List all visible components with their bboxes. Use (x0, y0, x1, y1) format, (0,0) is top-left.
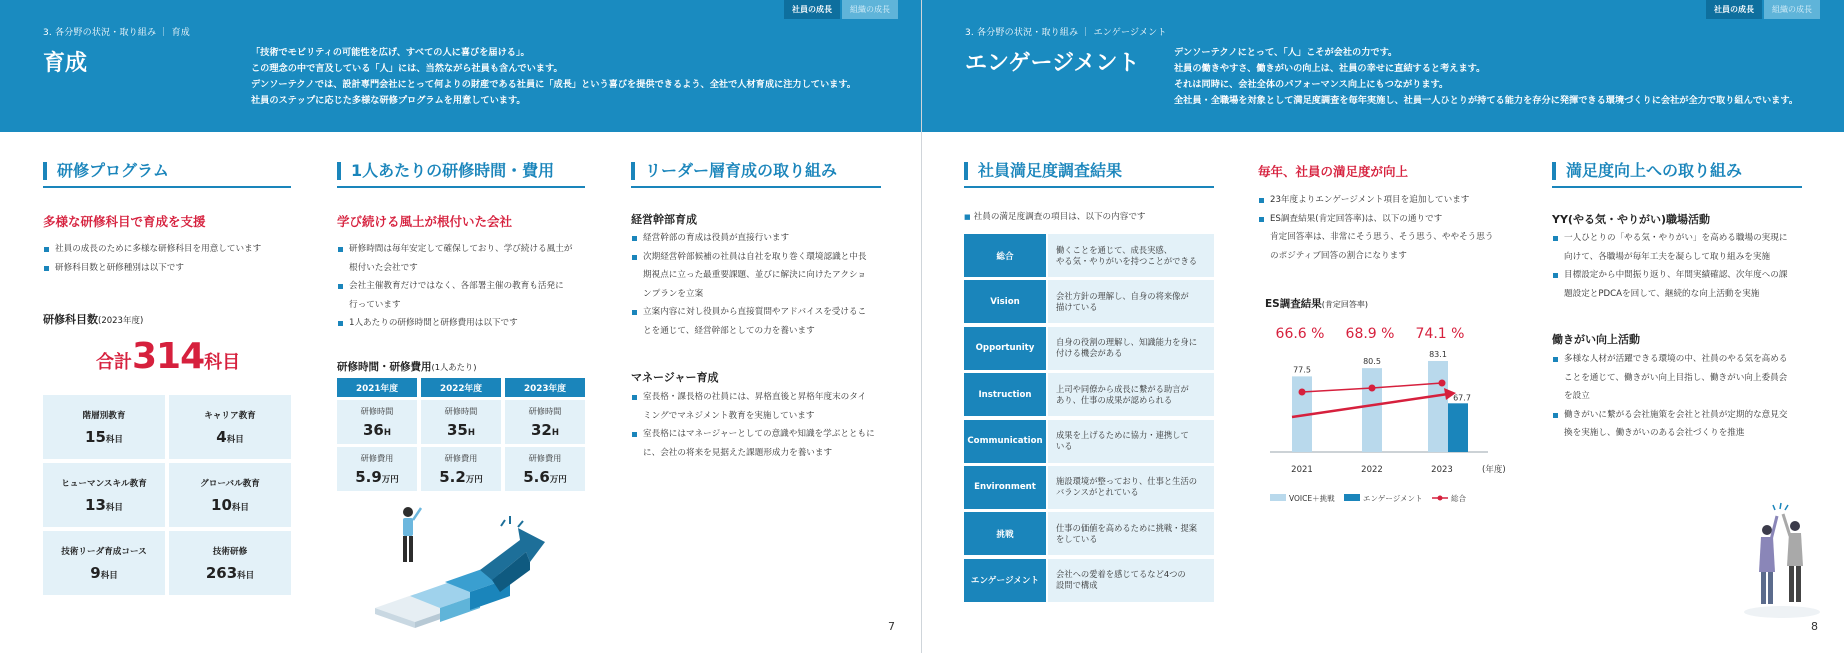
bar-value-label: 83.1 (1429, 349, 1447, 359)
x-tick-label: 2023 (1431, 465, 1453, 475)
subheading: 多様な研修科目で育成を支援 (43, 214, 206, 229)
survey-note: ■ 社員の満足度調査の項目は、以下の内容です (964, 210, 1146, 222)
bar-value-label: 67.7 (1453, 393, 1471, 403)
legend-label: エンゲージメント (1363, 494, 1423, 503)
subheading-engagement-activity: 働きがい向上活動 (1552, 333, 1640, 346)
page-engagement (922, 0, 1844, 653)
training-table (337, 378, 585, 491)
bar-voice (1362, 368, 1382, 452)
page-title: 育成 (43, 51, 88, 76)
subheading-executive-development: 経営幹部育成 (631, 213, 697, 226)
bullet-list: 一人ひとりの「やる気・やりがい」を高める職場の実現に 向けて、各職場が毎年工夫を凝らして取り組みを実施 目標設定から中間振り返り、年間実績確認、次年度への課 題設定とPDCAを回して、継続的な向上活動を実施 (1552, 229, 1814, 303)
legend-swatch-dot (1438, 496, 1443, 501)
survey-item: エンゲージメント 会社への愛着を感じてるなど4つの 設問で構成 (964, 559, 1214, 602)
bullet-list: 23年度よりエンゲージメント項目を追加しています ES調査結果(肯定回答率)は、以下の通りです 肯定回答率は、非常にそう思う、そう思う、ややそう思う のポジティブ回答の割合になります (1258, 191, 1518, 265)
growth-stairs-illustration (370, 500, 550, 630)
section-heading-satisfaction-survey: 社員満足度調査結果 (964, 160, 1214, 188)
survey-item: Opportunity 自身の役割の理解し、知識能力を身に 付ける機会がある (964, 327, 1214, 370)
section-heading-training-program: 研修プログラム (43, 160, 291, 188)
bullet-list: 研修時間は毎年安定して確保しており、学び続ける風土が 根付いた会社です 会社主催教育だけではなく、各部署主催の教育も活発に 行っています 1人あたりの研修時間と研修費用は以下です (337, 240, 592, 333)
bullet-list: 室長格・課長格の社員には、昇格直後と昇格年度末のタイ ミングでマネジメント教育を実施しています 室長格にはマネージャーとしての意識や知識を学ぶとともに に、会社の将来を見据えた課題形成力を養います (631, 388, 893, 462)
x-tick-label: 2022 (1361, 465, 1383, 475)
tab-employee-growth[interactable]: 社員の成長 (784, 0, 840, 19)
tab-organization-growth[interactable]: 組織の成長 (1764, 0, 1820, 19)
bar-voice (1428, 361, 1448, 452)
section-heading-training-hours: 1人あたりの研修時間・費用 (337, 160, 585, 188)
es-survey-chart (1262, 312, 1518, 510)
header-band (0, 0, 922, 132)
legend-label: VOICE＋挑戦 (1289, 494, 1335, 503)
total-percent-label: 66.6 % (1275, 326, 1325, 342)
intro-text: 「技術でモビリティの可能性を広げ、すべての人に喜びを届ける」。 この理念の中で言及している「人」には、当然ながら社員も含んでいます。 デンソーテクノでは、設計専門会社にとって何よりの財産である社員に「成長」という喜びを提供できるよう、全社で人材育成に注力しています。 社員のステップに応じた多様な研修プログラムを用意しています。 (251, 47, 856, 106)
training-table-column: 2023年度 研修時間 32H 研修費用 5.6万円 (505, 378, 585, 491)
tab-bar (784, 0, 898, 19)
course-category-grid (43, 395, 291, 595)
chart-label: ES調査結果(肯定回答率) (1265, 298, 1368, 310)
bullet-list: 社員の成長のために多様な研修科目を用意しています 研修科目数と研修種別は以下です (43, 240, 293, 277)
legend-swatch (1270, 494, 1286, 501)
bullet-list: 経営幹部の育成は役員が直接行います 次期経営幹部候補の社員は自社を取り巻く環境認識と中長 期視点に立った最重要課題、並びに解決に向けたアクショ ンプランを立案 立案内容に対し役員から直接質問やアドバイスを受けるこ とを通じて、経営幹部としての力を養います (631, 229, 893, 340)
page-number: 8 (1811, 620, 1818, 633)
tab-bar (1706, 0, 1820, 19)
line-total-point (1369, 385, 1376, 392)
subheading-manager-development: マネージャー育成 (631, 371, 719, 384)
header-band (922, 0, 1844, 132)
breadcrumb: 3. 各分野の状況・取り組み ｜ エンゲージメント (965, 28, 1167, 38)
x-axis-unit: (年度) (1482, 465, 1506, 475)
survey-item: Instruction 上司や同僚から成長に繋がる助言が あり、仕事の成果が認められる (964, 373, 1214, 416)
survey-items (964, 234, 1214, 605)
bar-engagement (1448, 403, 1468, 452)
section-heading-leader-development: リーダー層育成の取り組み (631, 160, 881, 188)
course-category-cell: ヒューマンスキル教育 13科目 (43, 463, 165, 527)
legend-swatch (1344, 494, 1360, 501)
survey-item: Communication 成果を上げるために協力・連携して いる (964, 420, 1214, 463)
course-category-cell: グローバル教育 10科目 (169, 463, 291, 527)
page-title: エンゲージメント (965, 51, 1140, 76)
course-category-cell: 技術リーダ育成コース 9科目 (43, 531, 165, 595)
legend-label: 総合 (1451, 494, 1466, 503)
page-number: 7 (888, 620, 895, 633)
x-tick-label: 2021 (1291, 465, 1313, 475)
total-percent-label: 74.1 % (1415, 326, 1465, 342)
line-total-point (1299, 389, 1306, 396)
survey-item: 総合 働くことを通じて、成長実感、 やる気・やりがいを持つことができる (964, 234, 1214, 277)
intro-text: デンソーテクノにとって、「人」こそが会社の力です。 社員の働きやすさ、働きがいの向上は、社員の幸せに直結すると考えます。 それは同時に、会社全体のパフォーマンス向上にもつながります。 全社員・全職場を対象として満足度調査を毎年実施し、社員一人ひとりが持てる能力を存分に発揮できる環境づくりに会社が全力で取り組んでいます。 (1174, 47, 1799, 106)
survey-item: 挑戦 仕事の価値を高めるために挑戦・提案 をしている (964, 512, 1214, 555)
breadcrumb: 3. 各分野の状況・取り組み ｜ 育成 (43, 28, 190, 38)
tab-organization-growth[interactable]: 組織の成長 (842, 0, 898, 19)
bar-value-label: 80.5 (1363, 357, 1381, 367)
line-total-point (1439, 380, 1446, 387)
training-table-column: 2021年度 研修時間 36H 研修費用 5.9万円 (337, 378, 417, 491)
bullet-list: 多様な人材が活躍できる環境の中、社員のやる気を高める ことを通じて、働きがい向上目指し、働きがい向上委員会 を設立 働きがいに繋がる会社施策を会社と社員が定期的な意見交 換を実施し、働きがいのある会社づくりを推進 (1552, 350, 1814, 443)
training-table-label: 研修時間・研修費用(1人あたり) (337, 361, 477, 373)
subheading-yy-activity: YY(やる気・やりがい)職場活動 (1552, 213, 1710, 226)
training-table-column: 2022年度 研修時間 35H 研修費用 5.2万円 (421, 378, 501, 491)
total-course-count: 合計314科目 (96, 336, 241, 377)
total-percent-label: 68.9 % (1345, 326, 1395, 342)
subheading: 学び続ける風土が根付いた会社 (337, 214, 513, 229)
section-heading-satisfaction-rising: 毎年、社員の満足度が向上 (1258, 164, 1409, 179)
course-category-cell: 階層別教育 15科目 (43, 395, 165, 459)
course-category-cell: キャリア教育 4科目 (169, 395, 291, 459)
course-count-label: 研修科目数(2023年度) (43, 313, 144, 326)
survey-item: Vision 会社方針の理解し、自身の将来像が 描けている (964, 280, 1214, 323)
section-heading-improvement-initiatives: 満足度向上への取り組み (1552, 160, 1802, 188)
bar-value-label: 77.5 (1293, 365, 1311, 375)
tab-employee-growth[interactable]: 社員の成長 (1706, 0, 1762, 19)
high-five-illustration (1737, 500, 1827, 620)
survey-item: Environment 施設環境が整っており、仕事と生活の バランスがとれている (964, 466, 1214, 509)
course-category-cell: 技術研修 263科目 (169, 531, 291, 595)
